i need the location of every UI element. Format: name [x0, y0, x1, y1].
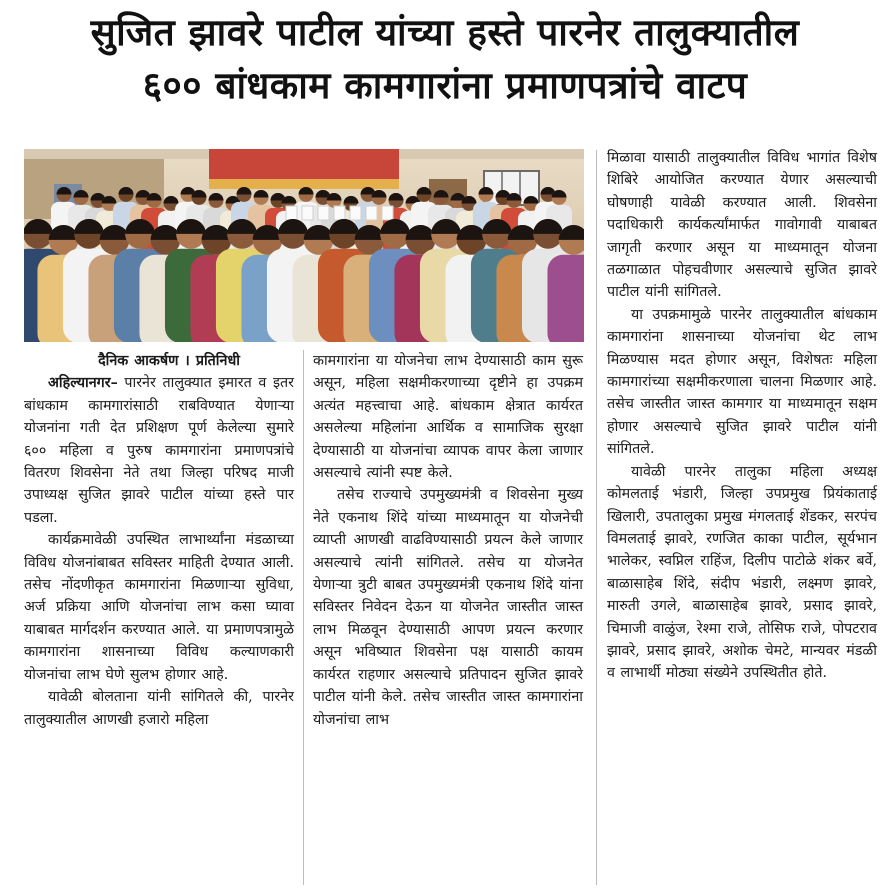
headline-line-2: ६०० बांधकाम कामगारांना प्रमाणपत्रांचे वाटप: [142, 64, 748, 107]
paragraph-1: [24, 372, 294, 529]
crowd-front-row: [24, 219, 584, 342]
paragraph-8: यावेळी पारनेर तालुका महिला अध्यक्ष कोमलताई भंडारी, जिल्हा उपप्रमुख प्रियंकाताई खिलारी, उपतालुका प्रमुख मंगलताई शेंडकर, सरपंच विमलताई झावरे, रणजित काका पाटील, सूर्यभान भालेकर, स्वप्निल राहिंज, दिलीप पाटोळे शंकर बर्वे, बाळासाहेब शिंदे, संदीप भंडारी, लक्ष्मण झावरे, मारुती उगले, बाळासाहेब झावरे, प्रसाद झावरे, चिमाजी वाळुंज, रेश्मा राजे, तोसिफ राजे, पोपटराव झावरे, प्रसाद झावरे, अशोक चेमटे, मान्यवर मंडळी व लाभार्थी मोठ्या संख्येने उपस्थितीत होते.: [607, 463, 877, 682]
article-column-2: [313, 350, 583, 731]
paragraph-3: यावेळी बोलताना यांनी सांगितले की, पारनेर तालुक्यातील आणखी हजारो महिला: [24, 689, 294, 728]
paragraph-6: मिळावा यासाठी तालुक्यातील विविध भागांत विशेष शिबिरे आयोजित करण्यात येणार असल्याची घोषणाही यावेळी करण्यात आली. शिवसेना पदाधिकारी कार्यकर्त्यांमार्फत गावोगावी याबाबत जागृती करणार असून या माध्यमातून योजना तळगाळात पोहचवीणार असल्याचे सुजित झावरे पाटील यांनी सांगितले.: [607, 150, 877, 301]
headline: [10, 8, 880, 114]
certificate-mark: [286, 206, 297, 220]
byline: दैनिक आकर्षण । प्रतिनिधी: [98, 353, 240, 369]
certificate-mark: [302, 206, 313, 220]
paragraph-2: कार्यक्रमावेळी उपस्थित लाभार्थ्यांना मंडळाच्या विविध योजनांबाबत सविस्तर माहिती देण्यात आली. तसेच नोंदणीकृत कामगारांना मिळणाऱ्या सुविधा, अर्ज प्रक्रिया आणि योजनांचा लाभ कसा घ्यावा याबाबत मार्गदर्शन करण्यात आले. या प्रमाणपत्रामुळे कामगारांना शासनाच्या विविध कल्याणकारी योजनांचा लाभ घेणे सुलभ होणार आहे.: [24, 532, 294, 683]
dateline: अहिल्यानगर–: [48, 375, 118, 392]
person-body: [547, 255, 584, 342]
group-photo: [24, 149, 584, 342]
article-column-3: [607, 147, 877, 685]
article-column-1: [24, 350, 294, 731]
paragraph-5: तसेच राज्याचे उपमुख्यमंत्री व शिवसेना मुख्य नेते एकनाथ शिंदे यांच्या माध्यमातून या योजनेची व्याप्ती आणखी वाढविण्यासाठी प्रयत्न केले जाणार असल्याचे त्यांनी सांगितले. तसेच या योजनेत येणाऱ्या त्रुटी बाबत उपमुख्यमंत्री एकनाथ शिंदे यांना सविस्तर निवेदन देऊन या योजनेत जास्तीत जास्त लाभ मिळवून देण्यासाठी आपण प्रयत्न करणार असून भविष्यात शिवसेना पक्ष यासाठी कायम कार्यरत राहणार असल्याचे प्रतिपादन सुजित झावरे पाटील यांनी केले. तसेच जास्तीत जास्त कामगारांना योजनांचा लाभ: [313, 487, 583, 728]
column-rule-2: [596, 150, 597, 885]
certificate-mark: [382, 206, 393, 220]
paragraph-1-text: पारनेर तालुक्यात इमारत व इतर बांधकाम कामगारांसाठी राबविण्यात येणाऱ्या योजनांना गती देत प्रशिक्षण पूर्ण केलेल्या सुमारे ६०० महिला व पुरुष कामगारांना प्रमाणपत्रांचे वितरण शिवसेना नेते तथा जिल्हा परिषद माजी उपाध्यक्ष सुजित झावरे पाटील यांच्या हस्ते पार पडला.: [24, 375, 295, 526]
column-rule-1: [303, 350, 304, 885]
certificate-mark: [318, 206, 329, 220]
certificate-mark: [350, 206, 361, 220]
paragraph-4: कामगारांना या योजनेचा लाभ देण्यासाठी काम सुरू असून, महिला सक्षमीकरणाच्या दृष्टीने हा उपक्रम अत्यंत महत्त्वाचा आहे. बांधकाम क्षेत्रात कार्यरत असलेल्या महिलांना आर्थिक व सामाजिक सुरक्षा देण्यासाठी या योजनांचा व्यापक वापर केला जाणार असल्याचे त्यांनी स्पष्ट केले.: [313, 353, 583, 482]
group-photo-icon: [24, 149, 584, 342]
certificate-mark: [366, 206, 377, 220]
paragraph-7: या उपक्रमामुळे पारनेर तालुक्यातील बांधकाम कामगारांना शासनाच्या योजनांचा थेट लाभ मिळण्यास मदत होणार असून, विशेषतः महिला कामगारांच्या सक्षमीकरणाला चालना मिळणार आहे. तसेच जास्तीत जास्त कामगार या माध्यमातून सक्षम होणार असल्याचे सुजित झावरे पाटील यांनी सांगितले.: [607, 306, 877, 458]
certificate-mark: [334, 206, 345, 220]
headline-line-1: सुजित झावरे पाटील यांच्या हस्ते पारनेर तालुक्यातील: [90, 11, 800, 54]
